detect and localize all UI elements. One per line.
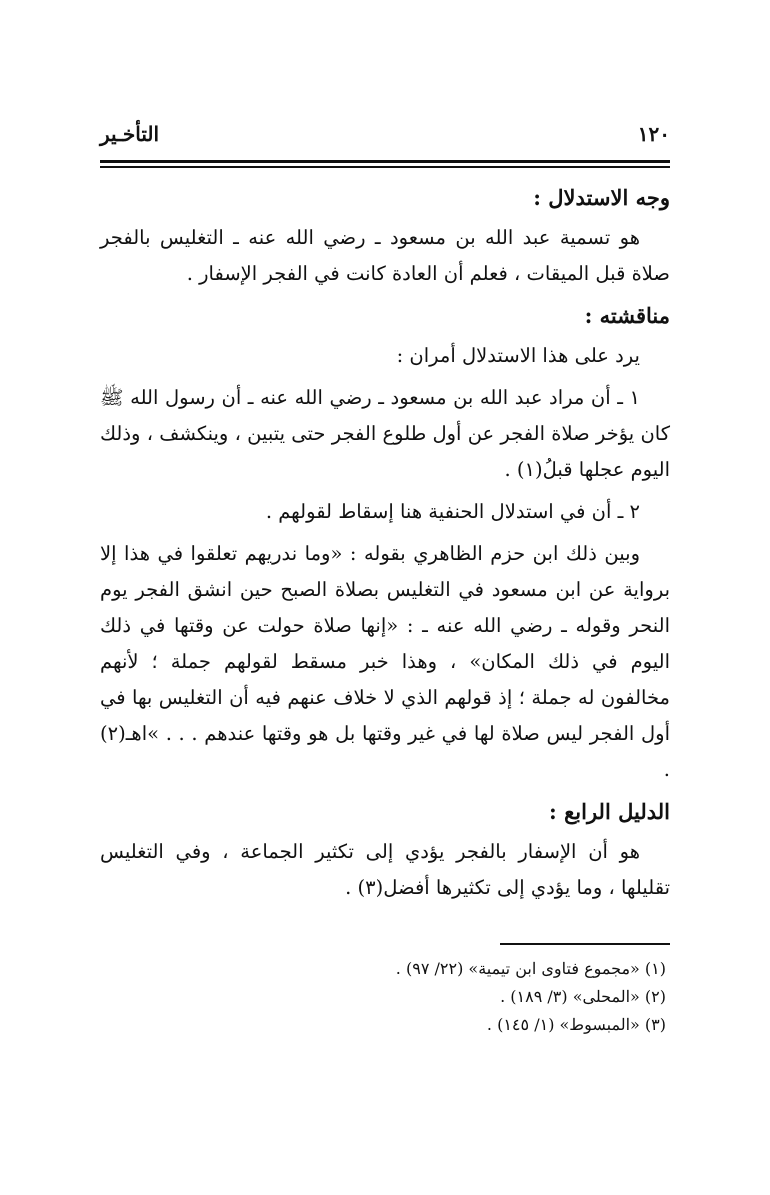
- footnotes: [100, 955, 670, 1039]
- page-number: ١٢٠: [637, 122, 670, 146]
- section-heading-istidlal: وجه الاستدلال :: [533, 185, 670, 210]
- footnote: (٢) «المحلى» (٣/ ١٨٩) .: [500, 987, 666, 1006]
- header-rule-thick: [100, 160, 670, 163]
- paragraph: هو تسمية عبد الله بن مسعود ـ رضي الله عنه ـ التغليس بالفجر صلاة قبل الميقات ، فعلم أن العادة كانت في الفجر الإسفار .: [100, 226, 670, 285]
- footnote-separator: [500, 943, 670, 945]
- running-title: التأخـير: [100, 122, 160, 146]
- paragraph-point-1: ١ ـ أن مراد عبد الله بن مسعود ـ رضي الله عنه ـ أن رسول الله ﷺ كان يؤخر صلاة الفجر عن أول طلوع الفجر حتى يتبين ، وينكشف ، وذلك اليوم عجلها قبلُ(١) .: [100, 386, 670, 481]
- main-text: [100, 180, 670, 912]
- page-header: [100, 122, 670, 152]
- paragraph: هو أن الإسفار بالفجر يؤدي إلى تكثير الجماعة ، وفي التغليس تقليلها ، وما يؤدي إلى تكثيرها أفضل(٣) .: [100, 840, 670, 899]
- paragraph-quote: وبين ذلك ابن حزم الظاهري بقوله : «وما ندريهم تعلقوا في هذا إلا برواية عن ابن مسعود في التغليس بصلاة الصبح حين انشق الفجر يوم النحر وقوله ـ رضي الله عنه ـ : «إنها صلاة حولت عن وقتها في ذلك اليوم في ذلك المكان» ، وهذا خبر مسقط لقولهم جملة ؛ لأنهم مخالفون له جملة ؛ إذ قولهم الذي لا خلاف عنهم فيه أن التغليس بها في أول الفجر ليس صلاة لها في غير وقتها بل هو وقتها عندهم . . . »اهـ(٢) .: [100, 542, 670, 781]
- section-heading-dalil-rabi: الدليل الرابع :: [549, 799, 670, 824]
- paragraph-point-2: ٢ ـ أن في استدلال الحنفية هنا إسقاط لقولهم .: [265, 500, 640, 523]
- header-rule-thin: [100, 166, 670, 168]
- footnote: (٣) «المبسوط» (١/ ١٤٥) .: [486, 1015, 666, 1034]
- paragraph: يرد على هذا الاستدلال أمران :: [396, 344, 640, 367]
- section-heading-munaqasha: مناقشته :: [584, 303, 670, 328]
- footnote: (١) «مجموع فتاوى ابن تيمية» (٢٢/ ٩٧) .: [395, 959, 666, 978]
